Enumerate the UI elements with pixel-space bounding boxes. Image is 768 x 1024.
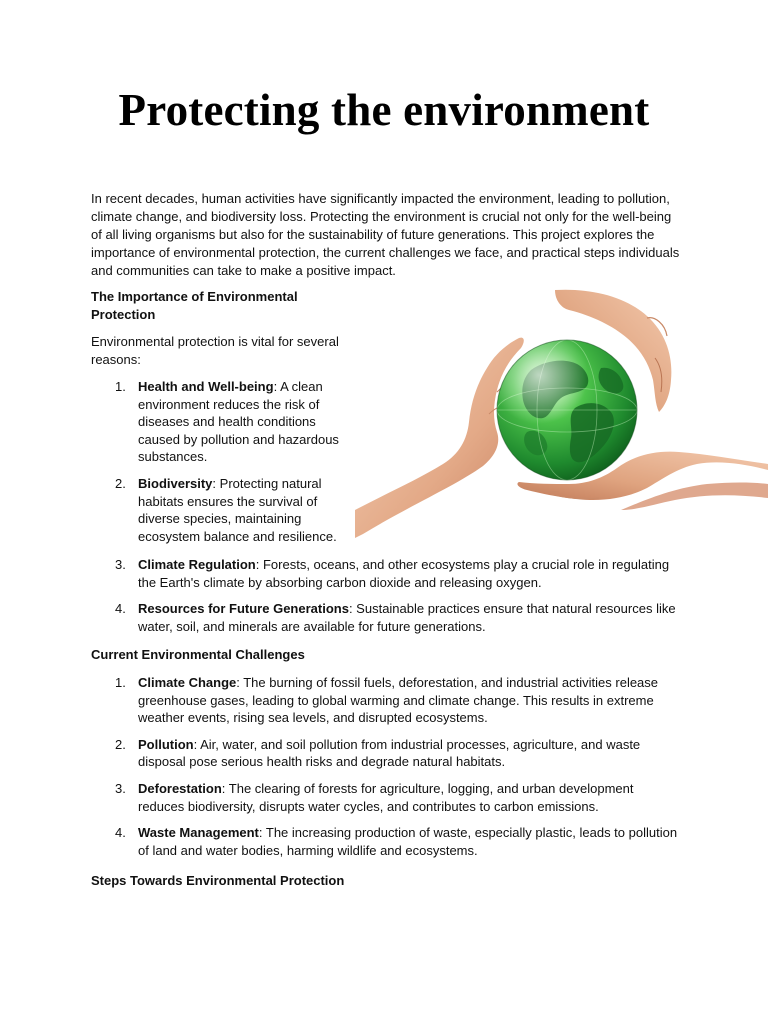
globe-in-hands-illustration: [355, 288, 768, 548]
list-text: : Sustainable practices ensure that natural resources like water, soil, and minerals are available for future generations.: [138, 601, 676, 634]
section-lead: Environmental protection is vital for several reasons:: [91, 334, 339, 367]
list-term: Pollution: [138, 736, 194, 752]
list-item: [91, 556, 681, 591]
section-heading-challenges: Current Environmental Challenges: [91, 647, 305, 662]
list-item: [91, 674, 681, 727]
importance-list-part2: [91, 556, 681, 635]
list-term: Deforestation: [138, 780, 222, 796]
list-text: : A clean environment reduces the risk of diseases and health conditions caused by pollution and hazardous substances.: [138, 379, 339, 465]
list-term: Climate Change: [138, 675, 237, 690]
list-number: 2.: [115, 475, 126, 491]
list-number: 4.: [115, 825, 126, 841]
left-hand: [355, 338, 524, 538]
list-text: : Air, water, and soil pollution from industrial processes, agriculture, and waste disposal pose serious health risks and degrade natural habitats.: [138, 736, 641, 770]
list-text: : The clearing of forests for agriculture, logging, and urban development reduces biodiversity, disrupts water cycles, and contributes to carbon emissions.: [138, 780, 634, 814]
section-heading-importance: The Importance of Environmental Protection: [91, 289, 298, 322]
list-text: : Forests, oceans, and other ecosystems play a crucial role in regulating the Earth's climate by absorbing carbon dioxide and releasing oxygen.: [138, 557, 670, 590]
list-term: Climate Regulation: [138, 557, 256, 572]
list-number: 1.: [115, 379, 126, 394]
list-item: [91, 378, 351, 466]
list-number: 4.: [115, 601, 126, 617]
list-number: 1.: [115, 675, 126, 690]
list-term: Health and Well-being: [138, 379, 274, 394]
intro-paragraph: In recent decades, human activities have significantly impacted the environment, leading to pollution, climate change, and biodiversity loss. Protecting the environment is crucial not only for the well-being of all living organisms but also for the sustainability of future generations. This project explores the importance of environmental protection, the current challenges we face, and practical steps individuals and communities can take to make a positive impact.: [91, 191, 680, 278]
list-number: 3.: [115, 557, 126, 572]
list-number: 3.: [115, 780, 126, 796]
list-text: : Protecting natural habitats ensures the survival of diverse species, maintaining ecosystem balance and resilience.: [138, 475, 337, 544]
list-item: [91, 780, 681, 815]
list-text: : The increasing production of waste, especially plastic, leads to pollution of land and water bodies, harming wildlife and ecosystems.: [138, 825, 678, 858]
list-item: [91, 824, 681, 859]
list-text: : The burning of fossil fuels, deforestation, and industrial activities release greenhouse gases, leading to global warming and climate change. This results in extreme weather events, rising sea levels, and disrupted ecosystems.: [138, 675, 659, 726]
list-item: [91, 736, 681, 771]
list-term: Biodiversity: [138, 475, 213, 491]
challenges-list: [91, 674, 681, 859]
globe: [497, 340, 637, 480]
section-heading-steps: Steps Towards Environmental Protection: [91, 873, 345, 888]
importance-list-part1: [91, 378, 351, 545]
list-number: 2.: [115, 736, 126, 752]
list-term: Waste Management: [138, 825, 259, 841]
page-title: Protecting the environment: [118, 85, 650, 135]
list-item: [91, 600, 681, 635]
list-term: Resources for Future Generations: [138, 601, 349, 617]
list-item: [91, 475, 351, 545]
